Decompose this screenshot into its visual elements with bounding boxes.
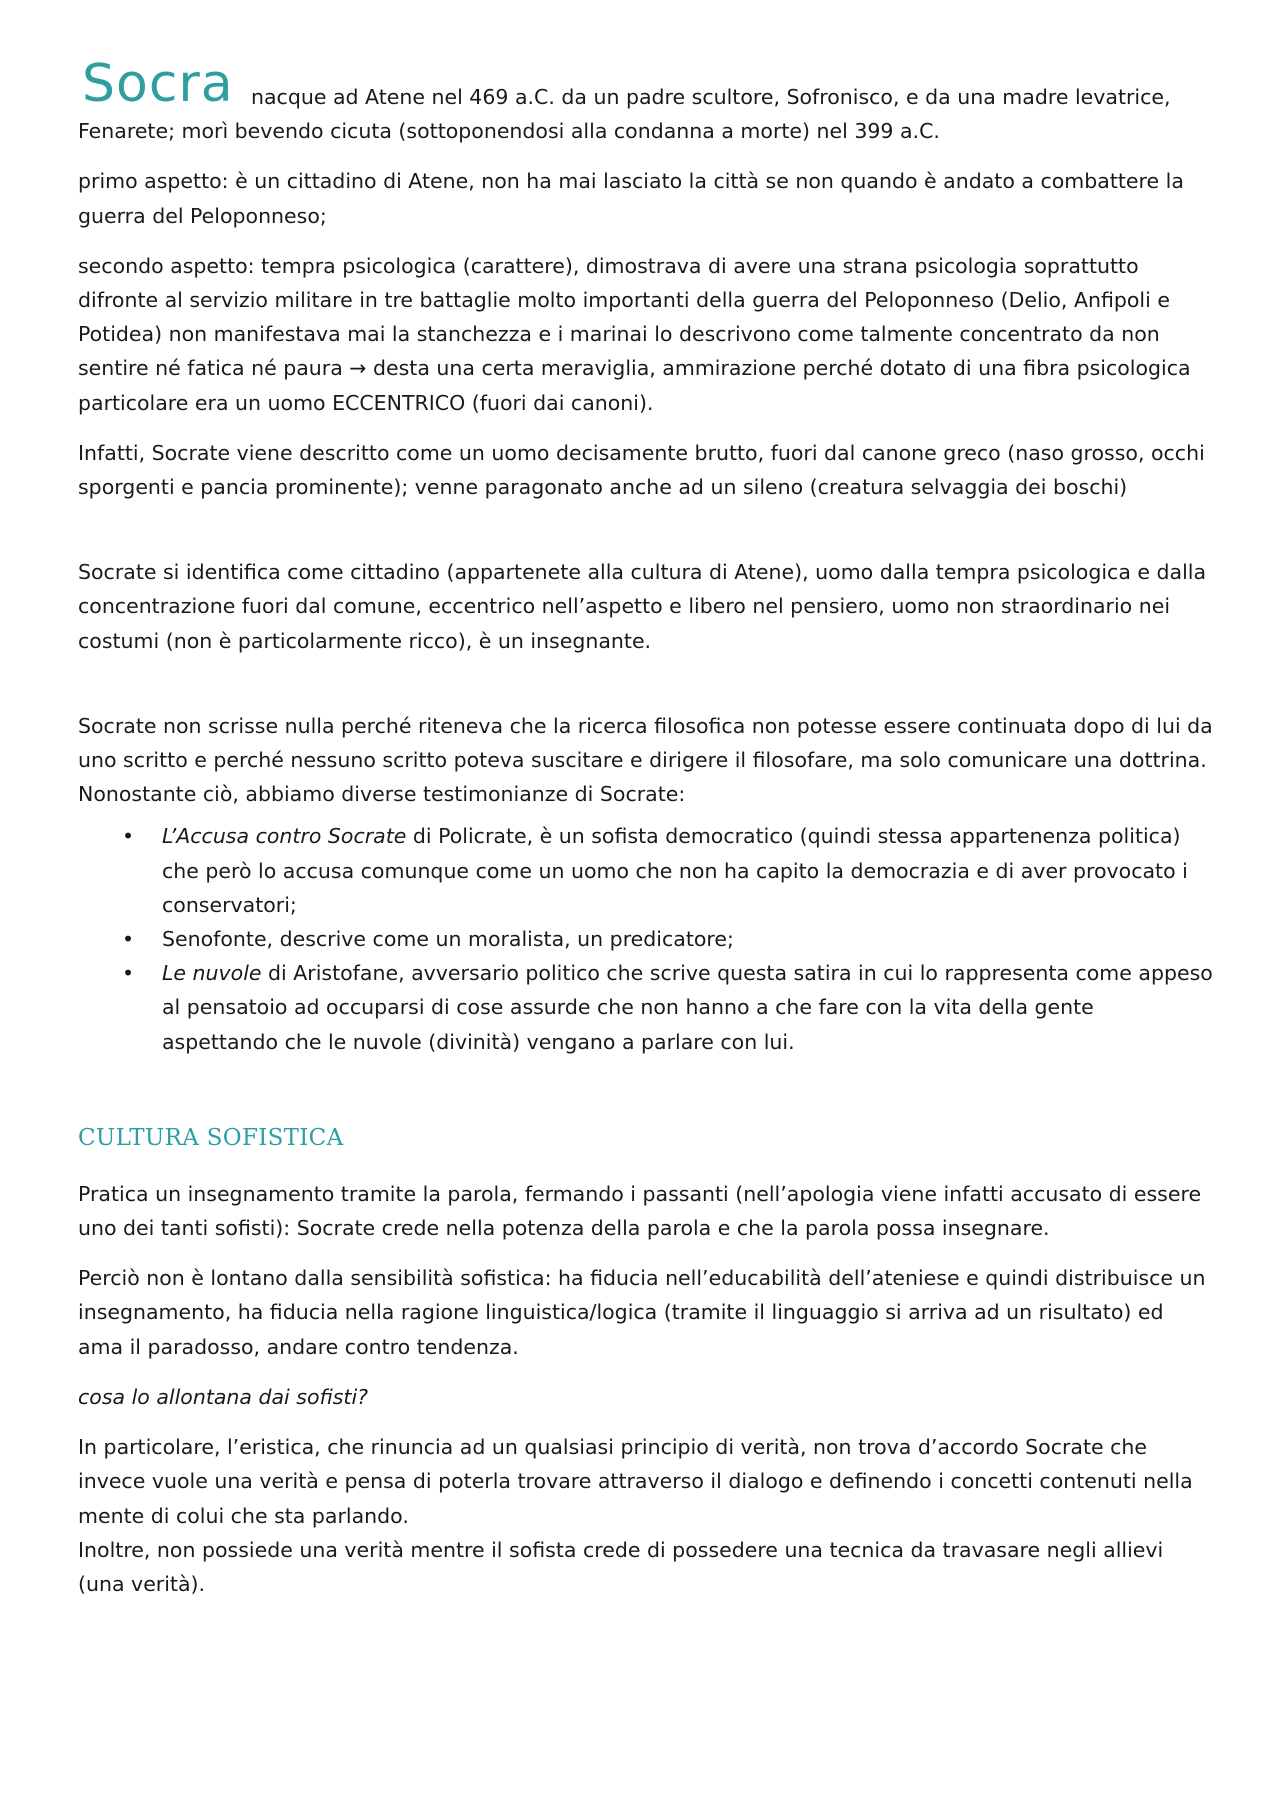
intro-line-1: nacque ad Atene nel 469 a.C. da un padre scultore, Sofronisco, e da una madre levatrice, — [251, 85, 1171, 109]
section-heading: CULTURA SOFISTICA — [78, 1124, 344, 1151]
bullet-icon: • — [122, 927, 135, 952]
list-item — [78, 922, 1214, 956]
paragraph-testimonies-intro: Nonostante ciò, abbiamo diverse testimonianze di Socrate: — [78, 782, 686, 807]
document-page — [78, 54, 1214, 1601]
list-item — [78, 819, 1214, 922]
work-title: L’Accusa contro Socrate — [162, 824, 407, 849]
list-item — [78, 956, 1214, 1059]
question-heading: cosa lo allontana dai sofisti? — [78, 1384, 369, 1409]
intro-large-word: Socra — [82, 54, 234, 114]
list-item-text: Senofonte, descrive come un moralista, un predicatore; — [162, 927, 734, 952]
list-item-text: di Policrate, è un sofista democratico (quindi stessa appartenenza politica) che però lo accusa comunque come un uomo che non ha capito la democrazia e di aver provocato i conservatori; — [162, 824, 1188, 917]
paragraph-truth: Inoltre, non possiede una verità mentre il sofista crede di possedere una tecnica da travasare negli allievi (una verità). — [78, 1537, 1164, 1596]
paragraph-no-writing: Socrate non scrisse nulla perché riteneva che la ricerca filosofica non potesse essere continuata dopo di lui da uno scritto e perché nessuno scritto poteva suscitare e dirigere il filosofare, ma solo comunicare una dottrina. — [78, 713, 1213, 773]
paragraph-eristic: In particolare, l’eristica, che rinuncia ad un qualsiasi principio di verità, non trova d’accordo Socrate che invece vuole una verità e pensa di poterla trovare attraverso il dialogo e definendo i concetti contenuti nella mente di colui che sta parlando. — [78, 1435, 1193, 1528]
blank-line — [78, 658, 1214, 709]
paragraph-first-aspect: primo aspetto: è un cittadino di Atene, non ha mai lasciato la città se non quando è andato a combattere la guerra del Peloponneso; — [78, 169, 1184, 228]
work-title: Le nuvole — [162, 961, 262, 986]
testimonies-list — [78, 819, 1214, 1058]
intro-line-2: Fenarete; morì bevendo cicuta (sottoponendosi alla condanna a morte) nel 399 a.C. — [78, 119, 940, 144]
bullet-icon: • — [122, 961, 135, 986]
paragraph-sophistic-sensibility: Perciò non è lontano dalla sensibilità sofistica: ha fiducia nell’educabilità dell’ateniese e quindi distribuisce un insegnamento, ha fiducia nella ragione linguistica/logica (tramite il linguaggio si arriva ad un risultato) ed ama il paradosso, andare contro tendenza. — [78, 1266, 1206, 1359]
paragraph-second-aspect: secondo aspetto: tempra psicologica (carattere), dimostrava di avere una strana psicologia soprattutto difronte al servizio militare in tre battaglie molto importanti della guerra del Peloponneso (Delio, Anfipoli e Potidea) non manifestava mai la stanchezza e i marinai lo descrivono come talmente concentrato da non sentire né fatica né paura → desta una certa meraviglia, ammirazione perché dotato di una fibra psicologica particolare era un uomo ECCENTRICO (fuori dai canoni). — [78, 253, 1191, 415]
paragraph-teaching: Pratica un insegnamento tramite la parola, fermando i passanti (nell’apologia viene infatti accusato di essere uno dei tanti sofisti): Socrate crede nella potenza della parola e che la parola possa insegnare. — [78, 1181, 1202, 1241]
paragraph-appearance: Infatti, Socrate viene descritto come un uomo decisamente brutto, fuori dal canone greco (naso grosso, occhi sporgenti e pancia prominente); venne paragonato anche ad un sileno (creatura selvaggia dei boschi) — [78, 440, 1205, 500]
paragraph-identity: Socrate si identifica come cittadino (appartenete alla cultura di Atene), uomo dalla tempra psicologica e dalla concentrazione fuori dal comune, eccentrico nell’aspetto e libero nel pensiero, uomo non straordinario nei costumi (non è particolarmente ricco), è un insegnante. — [78, 560, 1207, 653]
bullet-icon: • — [122, 824, 135, 849]
intro-paragraph — [78, 54, 1214, 148]
blank-line — [78, 504, 1214, 555]
list-item-text: di Aristofane, avversario politico che scrive questa satira in cui lo rappresenta come appeso al pensatoio ad occuparsi di cose assurde che non hanno a che fare con la vita della gente aspettando che le nuvole (divinità) vengano a parlare con lui. — [162, 961, 1213, 1054]
